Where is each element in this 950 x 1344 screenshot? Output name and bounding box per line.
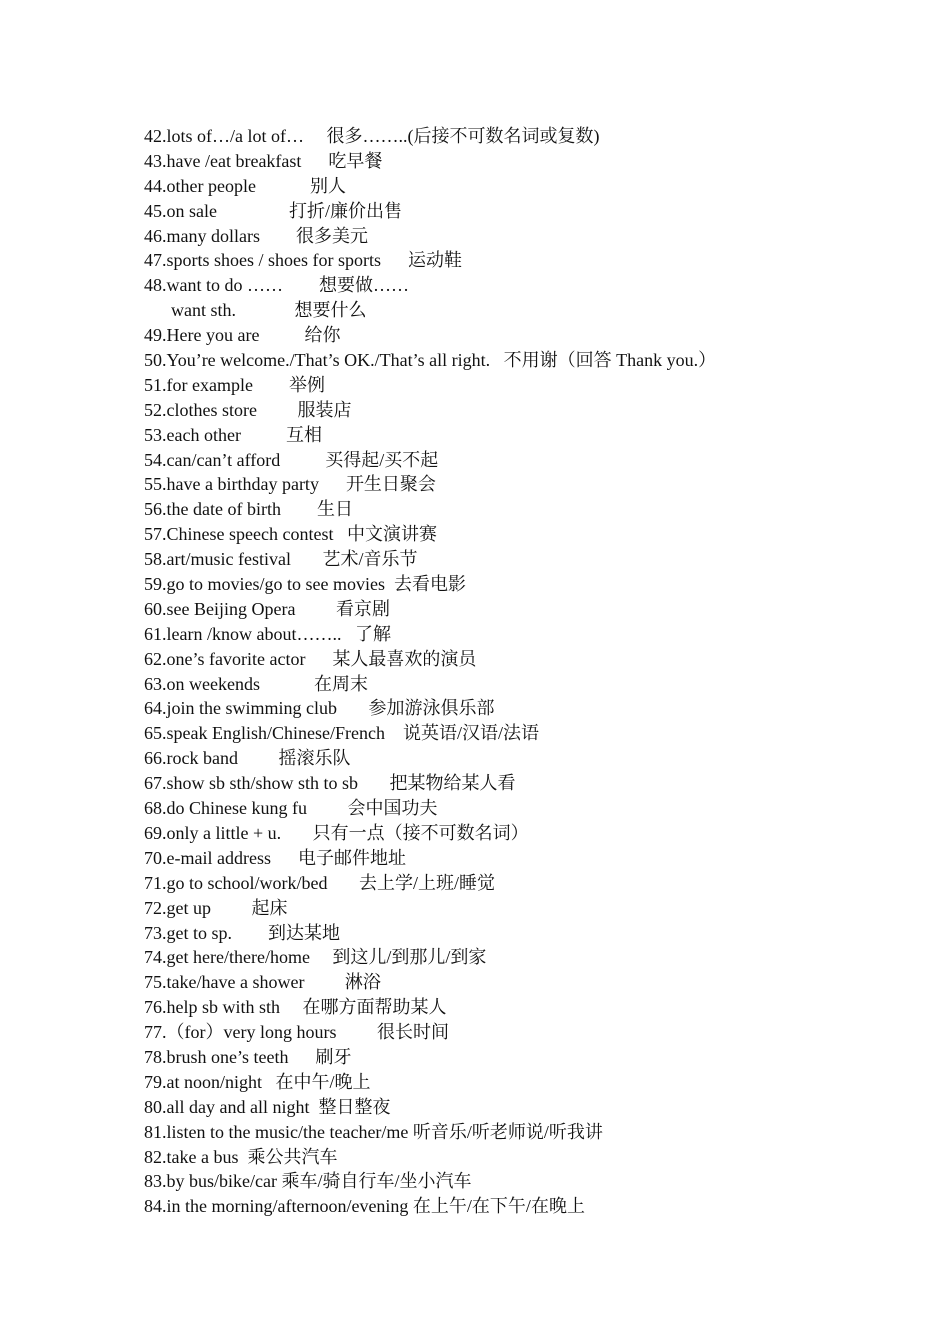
phrase-line-83: 83.by bus/bike/car 乘车/骑自行车/坐小汽车 <box>144 1171 472 1192</box>
phrase-line-66: 66.rock band 摇滚乐队 <box>144 748 351 769</box>
phrase-line-81: 81.listen to the music/the teacher/me 听音乐/听老师说/听我讲 <box>144 1121 603 1142</box>
phrase-line-64: 64.join the swimming club 参加游泳俱乐部 <box>144 698 495 719</box>
phrase-line-71: 71.go to school/work/bed 去上学/上班/睡觉 <box>144 872 495 893</box>
phrase-line-75: 75.take/have a shower 淋浴 <box>144 972 381 993</box>
phrase-line-42: 42.lots of…/a lot of… 很多……..(后接不可数名词或复数) <box>144 126 600 146</box>
phrase-line-55: 55.have a birthday party 开生日聚会 <box>144 474 436 495</box>
phrase-line-78: 78.brush one’s teeth 刷牙 <box>144 1046 352 1067</box>
phrase-line-58: 58.art/music festival 艺术/音乐节 <box>144 549 418 570</box>
phrase-line-80: 80.all day and all night 整日整夜 <box>144 1096 391 1117</box>
phrase-line-49: 49.Here you are 给你 <box>144 325 341 346</box>
phrase-line-76: 76.help sb with sth 在哪方面帮助某人 <box>144 997 447 1018</box>
phrase-line-77: 77.（for）very long hours 很长时间 <box>144 1022 449 1043</box>
phrase-line-74: 74.get here/there/home 到这儿/到那儿/到家 <box>144 947 487 968</box>
phrase-line-84: 84.in the morning/afternoon/evening 在上午/在下午/在晚上 <box>144 1196 585 1217</box>
phrase-line-51: 51.for example 举例 <box>144 374 325 395</box>
phrase-line-53: 53.each other 互相 <box>144 424 322 445</box>
phrase-line-45: 45.on sale 打折/廉价出售 <box>144 200 402 221</box>
phrase-line-65: 65.speak English/Chinese/French 说英语/汉语/法语 <box>144 723 539 744</box>
phrase-line-62: 62.one’s favorite actor 某人最喜欢的演员 <box>144 648 477 669</box>
phrase-line-68: 68.do Chinese kung fu 会中国功夫 <box>144 798 438 819</box>
phrase-line-48: 48.want to do …… 想要做…… <box>144 275 409 296</box>
phrase-line-73: 73.get to sp. 到达某地 <box>144 922 340 943</box>
phrase-line-72: 72.get up 起床 <box>144 897 288 918</box>
document-page <box>144 124 904 1219</box>
phrase-line-69: 69.only a little + u. 只有一点（接不可数名词） <box>144 822 529 843</box>
phrase-line-46: 46.many dollars 很多美元 <box>144 225 368 246</box>
phrase-line-82: 82.take a bus 乘公共汽车 <box>144 1146 338 1167</box>
phrase-line-79: 79.at noon/night 在中午/晚上 <box>144 1071 371 1092</box>
phrase-line-52: 52.clothes store 服装店 <box>144 399 352 420</box>
phrase-line-61: 61.learn /know about…….. 了解 <box>144 623 391 644</box>
phrase-line-44: 44.other people 别人 <box>144 175 346 196</box>
phrase-line-47: 47.sports shoes / shoes for sports 运动鞋 <box>144 250 462 271</box>
phrase-line-43: 43.have /eat breakfast 吃早餐 <box>144 150 383 171</box>
phrase-line-59: 59.go to movies/go to see movies 去看电影 <box>144 574 466 595</box>
phrase-line-70: 70.e-mail address 电子邮件地址 <box>144 847 406 868</box>
phrase-line-57: 57.Chinese speech contest 中文演讲赛 <box>144 524 437 545</box>
phrase-line-67: 67.show sb sth/show sth to sb 把某物给某人看 <box>144 773 516 794</box>
phrase-line-63: 63.on weekends 在周末 <box>144 673 368 694</box>
phrase-line-50: 50.You’re welcome./That’s OK./That’s all right. 不用谢（回答 Thank you.） <box>144 350 717 371</box>
phrase-line-48-continued: want sth. 想要什么 <box>144 300 367 321</box>
phrase-line-60: 60.see Beijing Opera 看京剧 <box>144 598 390 619</box>
phrase-line-54: 54.can/can’t afford 买得起/买不起 <box>144 449 439 470</box>
phrase-line-56: 56.the date of birth 生日 <box>144 499 353 520</box>
